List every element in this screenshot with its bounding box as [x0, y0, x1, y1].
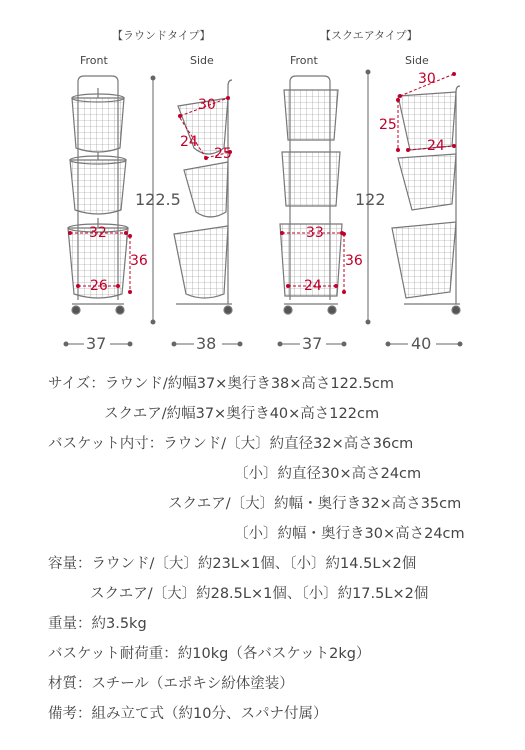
square-large-bottom: 24 [304, 278, 322, 294]
square-small-height: 25 [379, 117, 397, 133]
square-total-height: 122 [355, 190, 386, 209]
spec-capacity-round: 容量：ラウンド/〔大〕約23L×1個、〔小〕約14.5L×2個 [48, 556, 417, 572]
square-side-label: Side [405, 54, 429, 67]
spec-load-capacity: バスケット耐荷重：約10kg（各バスケット2kg） [48, 646, 371, 662]
square-side-width: 40 [411, 334, 432, 353]
round-side-width: 38 [196, 334, 217, 353]
width-dimension-lines [64, 342, 462, 346]
spec-inner-round-large: バスケット内寸：ラウンド/〔大〕約直径32×高さ36cm [48, 436, 414, 452]
spec-capacity-square: スクエア/〔大〕約28.5L×1個、〔小〕約17.5L×2個 [90, 586, 429, 602]
square-side-rack [392, 86, 460, 314]
spec-inner-square-small: 〔小〕約幅・奥行き30×高さ24cm [234, 526, 465, 542]
square-type-heading: 【スクエアタイプ】 [320, 29, 418, 42]
round-type-heading: 【ラウンドタイプ】 [112, 29, 211, 42]
round-large-height: 36 [130, 253, 148, 269]
round-front-label: Front [80, 54, 108, 67]
spec-inner-round-small: 〔小〕約直径30×高さ24cm [234, 466, 422, 482]
round-small-bottom: 25 [214, 146, 232, 162]
round-small-diameter: 30 [198, 97, 216, 113]
round-side-label: Side [190, 54, 214, 67]
product-dimension-diagram [0, 0, 525, 360]
square-small-width: 30 [418, 71, 436, 87]
round-small-height: 24 [180, 134, 198, 150]
round-total-height: 122.5 [135, 190, 181, 209]
basket-rack-illustration [0, 0, 525, 360]
spec-inner-square-large: スクエア/〔大〕約幅・奥行き32×高さ35cm [168, 496, 462, 512]
spec-notes: 備考：組み立て式（約10分、スパナ付属） [48, 706, 328, 722]
spec-size-round: サイズ：ラウンド/約幅37×奥行き38×高さ122.5cm [48, 376, 395, 392]
round-large-bottom: 26 [90, 278, 108, 294]
spec-size-square: スクエア/約幅37×奥行き40×高さ122cm [104, 406, 380, 422]
square-large-width: 33 [306, 225, 324, 241]
square-large-height: 36 [345, 253, 363, 269]
spec-weight: 重量：約3.5kg [48, 616, 147, 632]
round-large-diameter: 32 [89, 225, 107, 241]
round-front-width: 37 [86, 334, 107, 353]
square-front-width: 37 [302, 334, 323, 353]
spec-material: 材質：スチール（エポキシ紛体塗装） [48, 676, 294, 692]
square-small-bottom: 24 [427, 138, 445, 154]
square-front-label: Front [290, 54, 318, 67]
